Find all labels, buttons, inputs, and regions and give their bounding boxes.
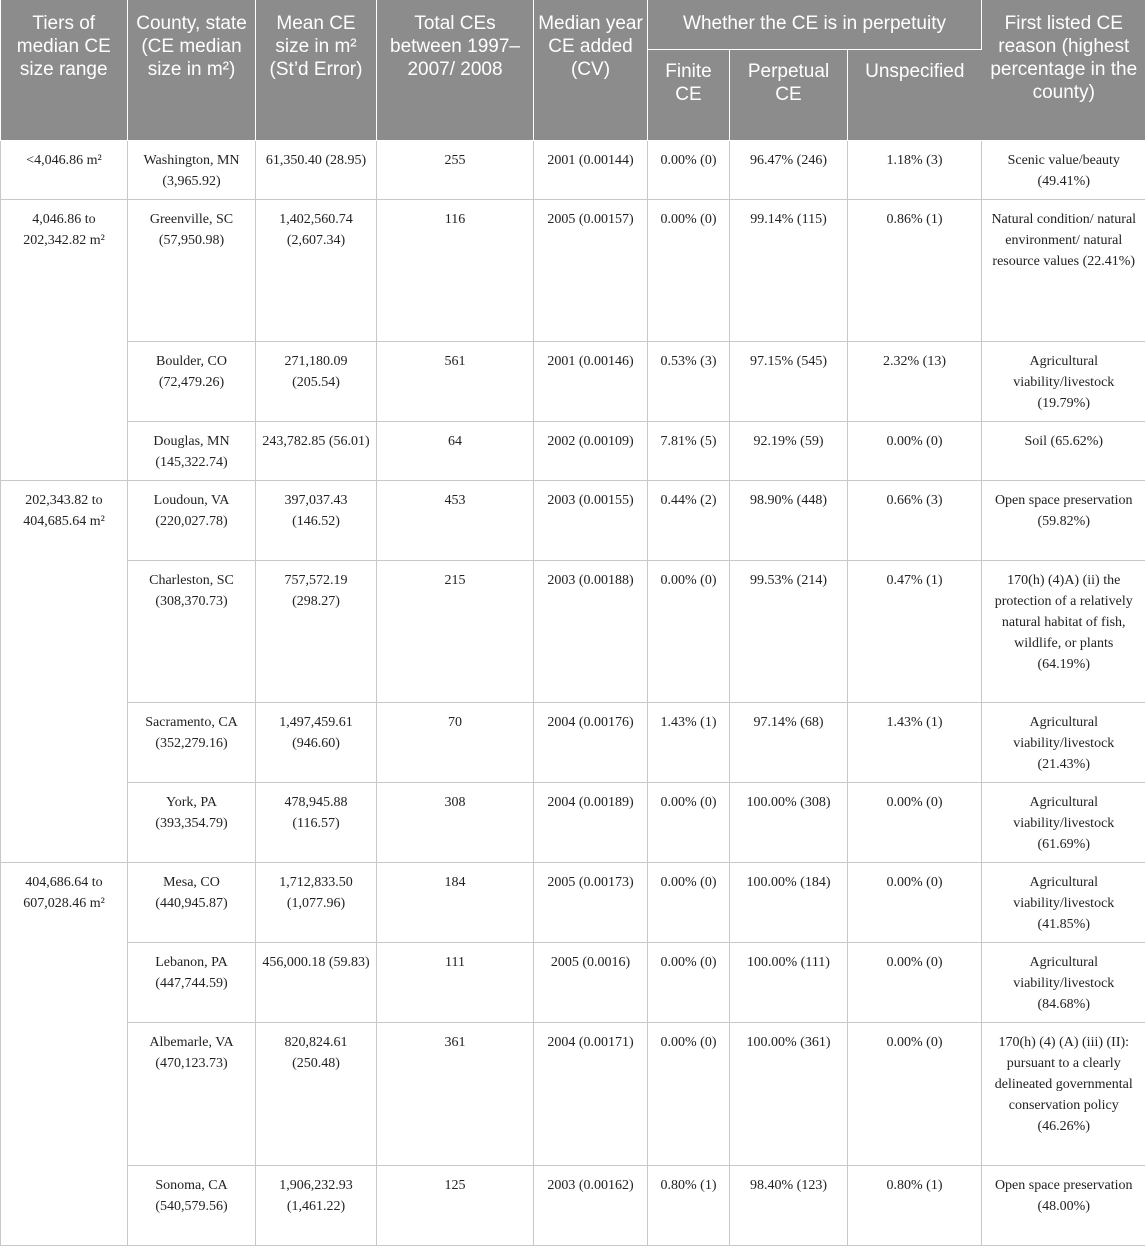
ce-reason-cell: Agricultural viability/livestock (19.79%) bbox=[982, 341, 1145, 421]
mean-size-cell: 456,000.18 (59.83) bbox=[256, 942, 377, 1022]
finite-ce-cell: 0.80% (1) bbox=[648, 1165, 730, 1245]
table-row bbox=[1, 199, 1145, 341]
total-ces-cell: 361 bbox=[377, 1022, 534, 1165]
county-cell: Washington, MN (3,965.92) bbox=[128, 140, 256, 199]
perpetual-ce-cell: 100.00% (184) bbox=[730, 862, 848, 942]
total-ces-cell: 453 bbox=[377, 480, 534, 560]
finite-ce-cell: 0.00% (0) bbox=[648, 782, 730, 862]
perpetual-ce-cell: 97.14% (68) bbox=[730, 702, 848, 782]
total-ces-cell: 308 bbox=[377, 782, 534, 862]
median-year-cell: 2005 (0.0016) bbox=[534, 942, 648, 1022]
perpetual-ce-cell: 99.53% (214) bbox=[730, 560, 848, 702]
ce-reason-cell: Open space preservation (48.00%) bbox=[982, 1165, 1145, 1245]
table-row bbox=[1, 942, 1145, 1022]
perpetual-ce-cell: 100.00% (308) bbox=[730, 782, 848, 862]
header-perpetuity: Whether the CE is in perpetuity bbox=[648, 0, 982, 49]
unspecified-cell: 0.80% (1) bbox=[848, 1165, 982, 1245]
mean-size-cell: 397,037.43 (146.52) bbox=[256, 480, 377, 560]
header-tier: Tiers of median CE size range bbox=[1, 0, 128, 140]
table-row bbox=[1, 1165, 1145, 1245]
finite-ce-cell: 0.00% (0) bbox=[648, 560, 730, 702]
table-row bbox=[1, 480, 1145, 560]
perpetual-ce-cell: 99.14% (115) bbox=[730, 199, 848, 341]
unspecified-cell: 0.00% (0) bbox=[848, 862, 982, 942]
perpetual-ce-cell: 98.40% (123) bbox=[730, 1165, 848, 1245]
unspecified-cell: 0.00% (0) bbox=[848, 1022, 982, 1165]
finite-ce-cell: 0.00% (0) bbox=[648, 199, 730, 341]
median-year-cell: 2003 (0.00155) bbox=[534, 480, 648, 560]
tier-cell: 4,046.86 to 202,342.82 m² bbox=[1, 199, 128, 480]
county-cell: Greenville, SC (57,950.98) bbox=[128, 199, 256, 341]
header-county: County, state (CE median size in m²) bbox=[128, 0, 256, 140]
total-ces-cell: 255 bbox=[377, 140, 534, 199]
mean-size-cell: 243,782.85 (56.01) bbox=[256, 421, 377, 480]
county-cell: Lebanon, PA (447,744.59) bbox=[128, 942, 256, 1022]
finite-ce-cell: 0.00% (0) bbox=[648, 942, 730, 1022]
unspecified-cell: 0.66% (3) bbox=[848, 480, 982, 560]
mean-size-cell: 1,497,459.61 (946.60) bbox=[256, 702, 377, 782]
county-cell: York, PA (393,354.79) bbox=[128, 782, 256, 862]
perpetual-ce-cell: 100.00% (361) bbox=[730, 1022, 848, 1165]
unspecified-cell: 0.47% (1) bbox=[848, 560, 982, 702]
unspecified-cell: 2.32% (13) bbox=[848, 341, 982, 421]
median-year-cell: 2004 (0.00171) bbox=[534, 1022, 648, 1165]
finite-ce-cell: 0.44% (2) bbox=[648, 480, 730, 560]
finite-ce-cell: 0.00% (0) bbox=[648, 1022, 730, 1165]
total-ces-cell: 561 bbox=[377, 341, 534, 421]
table-row bbox=[1, 341, 1145, 421]
total-ces-cell: 111 bbox=[377, 942, 534, 1022]
county-cell: Sonoma, CA (540,579.56) bbox=[128, 1165, 256, 1245]
county-cell: Douglas, MN (145,322.74) bbox=[128, 421, 256, 480]
table-row bbox=[1, 782, 1145, 862]
county-cell: Charleston, SC (308,370.73) bbox=[128, 560, 256, 702]
ce-reason-cell: Agricultural viability/livestock (84.68%) bbox=[982, 942, 1145, 1022]
header-total: Total CEs between 1997–2007/ 2008 bbox=[377, 0, 534, 140]
total-ces-cell: 125 bbox=[377, 1165, 534, 1245]
median-year-cell: 2004 (0.00176) bbox=[534, 702, 648, 782]
median-year-cell: 2004 (0.00189) bbox=[534, 782, 648, 862]
ce-reason-cell: Agricultural viability/livestock (21.43%) bbox=[982, 702, 1145, 782]
ce-reason-cell: Natural condition/ natural environment/ natural resource values (22.41%) bbox=[982, 199, 1145, 341]
header-perpetual: Perpetual CE bbox=[730, 49, 848, 140]
table-row bbox=[1, 140, 1145, 199]
perpetual-ce-cell: 98.90% (448) bbox=[730, 480, 848, 560]
table-row bbox=[1, 702, 1145, 782]
unspecified-cell: 0.00% (0) bbox=[848, 942, 982, 1022]
county-cell: Sacramento, CA (352,279.16) bbox=[128, 702, 256, 782]
median-year-cell: 2003 (0.00162) bbox=[534, 1165, 648, 1245]
median-year-cell: 2005 (0.00157) bbox=[534, 199, 648, 341]
tier-cell: <4,046.86 m² bbox=[1, 140, 128, 199]
header-unspecified: Unspecified bbox=[848, 49, 982, 140]
finite-ce-cell: 0.00% (0) bbox=[648, 862, 730, 942]
mean-size-cell: 757,572.19 (298.27) bbox=[256, 560, 377, 702]
median-year-cell: 2003 (0.00188) bbox=[534, 560, 648, 702]
median-year-cell: 2001 (0.00146) bbox=[534, 341, 648, 421]
perpetual-ce-cell: 96.47% (246) bbox=[730, 140, 848, 199]
mean-size-cell: 1,712,833.50 (1,077.96) bbox=[256, 862, 377, 942]
ce-reason-cell: 170(h) (4) (A) (iii) (II): pursuant to a clearly delineated governmental conservation policy (46.26%) bbox=[982, 1022, 1145, 1165]
mean-size-cell: 478,945.88 (116.57) bbox=[256, 782, 377, 862]
total-ces-cell: 64 bbox=[377, 421, 534, 480]
table-row bbox=[1, 560, 1145, 702]
tier-cell: 202,343.82 to 404,685.64 m² bbox=[1, 480, 128, 862]
median-year-cell: 2001 (0.00144) bbox=[534, 140, 648, 199]
header-median-year: Median year CE added (CV) bbox=[534, 0, 648, 140]
total-ces-cell: 70 bbox=[377, 702, 534, 782]
total-ces-cell: 215 bbox=[377, 560, 534, 702]
perpetual-ce-cell: 100.00% (111) bbox=[730, 942, 848, 1022]
mean-size-cell: 61,350.40 (28.95) bbox=[256, 140, 377, 199]
unspecified-cell: 0.86% (1) bbox=[848, 199, 982, 341]
ce-reason-cell: Agricultural viability/livestock (61.69%) bbox=[982, 782, 1145, 862]
mean-size-cell: 271,180.09 (205.54) bbox=[256, 341, 377, 421]
table-row bbox=[1, 421, 1145, 480]
ce-reason-cell: Agricultural viability/livestock (41.85%) bbox=[982, 862, 1145, 942]
table-row bbox=[1, 1022, 1145, 1165]
county-cell: Boulder, CO (72,479.26) bbox=[128, 341, 256, 421]
ce-reason-cell: Scenic value/beauty (49.41%) bbox=[982, 140, 1145, 199]
unspecified-cell: 0.00% (0) bbox=[848, 421, 982, 480]
mean-size-cell: 1,402,560.74 (2,607.34) bbox=[256, 199, 377, 341]
header-finite: Finite CE bbox=[648, 49, 730, 140]
perpetual-ce-cell: 92.19% (59) bbox=[730, 421, 848, 480]
county-cell: Albemarle, VA (470,123.73) bbox=[128, 1022, 256, 1165]
median-year-cell: 2002 (0.00109) bbox=[534, 421, 648, 480]
county-cell: Loudoun, VA (220,027.78) bbox=[128, 480, 256, 560]
ce-reason-cell: Open space preservation (59.82%) bbox=[982, 480, 1145, 560]
county-cell: Mesa, CO (440,945.87) bbox=[128, 862, 256, 942]
ce-reason-cell: 170(h) (4)A) (ii) the protection of a relatively natural habitat of fish, wildlife, or plants (64.19%) bbox=[982, 560, 1145, 702]
unspecified-cell: 1.43% (1) bbox=[848, 702, 982, 782]
total-ces-cell: 116 bbox=[377, 199, 534, 341]
mean-size-cell: 1,906,232.93 (1,461.22) bbox=[256, 1165, 377, 1245]
unspecified-cell: 0.00% (0) bbox=[848, 782, 982, 862]
finite-ce-cell: 1.43% (1) bbox=[648, 702, 730, 782]
median-year-cell: 2005 (0.00173) bbox=[534, 862, 648, 942]
table-row bbox=[1, 862, 1145, 942]
tier-cell: 404,686.64 to 607,028.46 m² bbox=[1, 862, 128, 1245]
perpetual-ce-cell: 97.15% (545) bbox=[730, 341, 848, 421]
ce-reason-cell: Soil (65.62%) bbox=[982, 421, 1145, 480]
finite-ce-cell: 0.53% (3) bbox=[648, 341, 730, 421]
table-body bbox=[1, 140, 1145, 1245]
mean-size-cell: 820,824.61 (250.48) bbox=[256, 1022, 377, 1165]
unspecified-cell: 1.18% (3) bbox=[848, 140, 982, 199]
header-mean: Mean CE size in m² (St’d Error) bbox=[256, 0, 377, 140]
total-ces-cell: 184 bbox=[377, 862, 534, 942]
finite-ce-cell: 0.00% (0) bbox=[648, 140, 730, 199]
finite-ce-cell: 7.81% (5) bbox=[648, 421, 730, 480]
header-reason: First listed CE reason (highest percentage in the county) bbox=[982, 0, 1145, 140]
